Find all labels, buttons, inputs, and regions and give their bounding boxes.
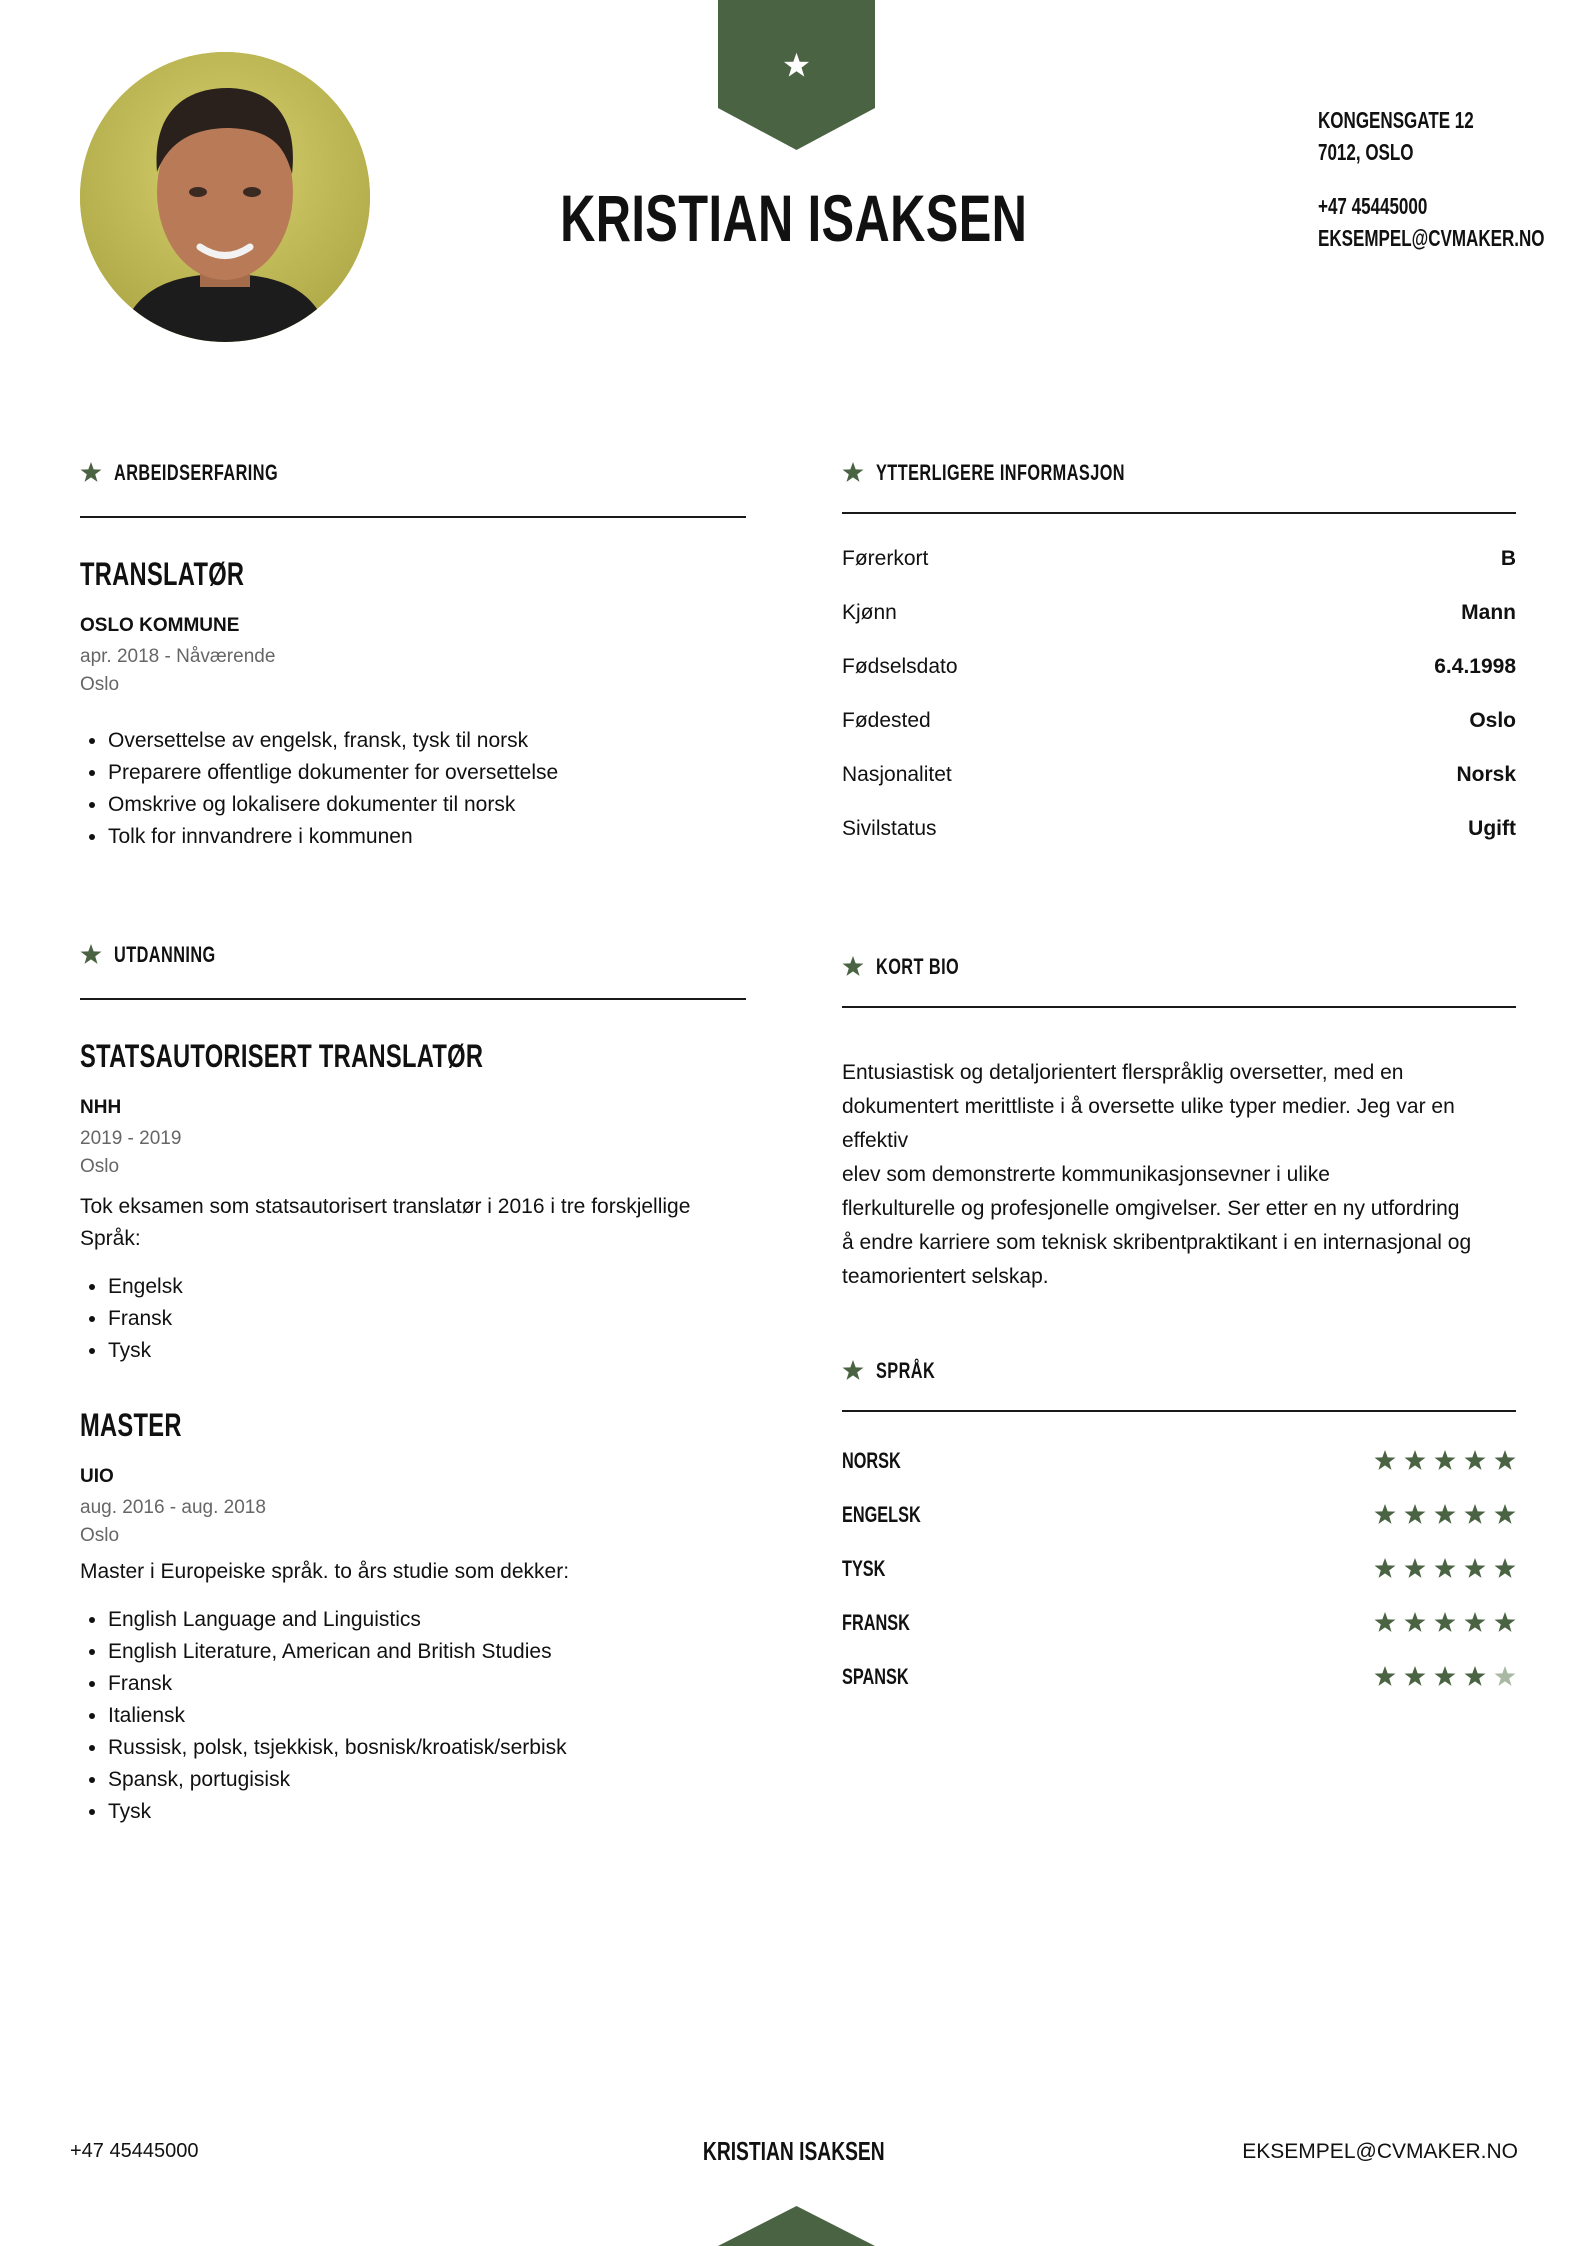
info-row — [842, 802, 1516, 856]
description-line: Tok eksamen som statsautorisert translatør i 2016 i tre forskjellige — [80, 1195, 691, 1218]
star-filled-icon — [1374, 1612, 1396, 1634]
list-item: • Fransk — [108, 1668, 746, 1700]
divider — [80, 516, 746, 518]
star-filled-icon — [1404, 1666, 1426, 1688]
divider — [80, 998, 746, 1000]
bio-line: teamorientert selskap. — [842, 1265, 1049, 1288]
education-title-text: STATSAUTORISERT TRANSLATØR — [80, 1038, 484, 1074]
description — [80, 1191, 746, 1255]
footer-name-text: KRISTIAN ISAKSEN — [703, 2136, 885, 2166]
star-empty-icon — [1494, 1666, 1516, 1688]
list-item: • Engelsk — [108, 1271, 746, 1303]
language-row — [842, 1650, 1516, 1704]
info-label: Førerkort — [842, 547, 929, 570]
star-icon — [80, 462, 102, 484]
star-filled-icon — [1434, 1504, 1456, 1526]
star-filled-icon — [1494, 1558, 1516, 1580]
languages-list — [80, 1271, 746, 1367]
rating-stars — [1374, 1558, 1516, 1580]
employer: OSLO KOMMUNE — [80, 615, 240, 636]
section-title: ARBEIDSERFARING — [114, 460, 279, 485]
description: Master i Europeiske språk. to års studie som dekker: — [80, 1560, 570, 1583]
language-name: ENGELSK — [842, 1502, 921, 1527]
language-name: SPANSK — [842, 1664, 909, 1689]
footer — [0, 2134, 1588, 2174]
bio-line: dokumentert merittliste i å oversette ulike typer medier. Jeg var en — [842, 1095, 1455, 1118]
section-title: UTDANNING — [114, 942, 216, 967]
info-row — [842, 748, 1516, 802]
section-heading — [80, 932, 746, 978]
star-filled-icon — [1494, 1450, 1516, 1472]
star-filled-icon — [1374, 1450, 1396, 1472]
divider — [842, 512, 1516, 514]
bio-line: å endre karriere som teknisk skribentpraktikant i en internasjonal og — [842, 1231, 1472, 1254]
location: Oslo — [80, 674, 120, 695]
bio-line: effektiv — [842, 1129, 909, 1152]
star-filled-icon — [1434, 1666, 1456, 1688]
info-value: Mann — [1461, 601, 1516, 624]
info-label: Nasjonalitet — [842, 763, 952, 786]
job-title-text: TRANSLATØR — [80, 556, 245, 592]
rating-stars — [1374, 1504, 1516, 1526]
info-section — [842, 450, 1516, 856]
list-item: • Omskrive og lokalisere dokumenter til norsk — [108, 789, 746, 821]
list-item: • Tysk — [108, 1796, 746, 1828]
star-filled-icon — [1464, 1450, 1486, 1472]
language-row — [842, 1596, 1516, 1650]
list-item: • Preparere offentlige dokumenter for oversettelse — [108, 757, 746, 789]
list-item: • Tolk for innvandrere i kommunen — [108, 821, 746, 853]
section-title: YTTERLIGERE INFORMASJON — [876, 460, 1125, 485]
job-title — [80, 556, 746, 593]
education-title — [80, 1038, 746, 1075]
location: Oslo — [80, 1525, 120, 1546]
section-heading — [842, 944, 1516, 990]
education-title — [80, 1407, 746, 1444]
header-ribbon — [718, 0, 875, 150]
period: apr. 2018 - Nåværende — [80, 646, 276, 667]
section-heading — [842, 450, 1516, 496]
list-item: • Tysk — [108, 1335, 746, 1367]
section-heading — [842, 1348, 1516, 1394]
star-filled-icon — [1434, 1612, 1456, 1634]
bio-section — [842, 944, 1516, 1294]
star-filled-icon — [1464, 1666, 1486, 1688]
language-row — [842, 1542, 1516, 1596]
language-name: NORSK — [842, 1448, 901, 1473]
rating-stars — [1374, 1612, 1516, 1634]
star-filled-icon — [1404, 1612, 1426, 1634]
education-section — [80, 932, 746, 1828]
star-filled-icon — [1434, 1450, 1456, 1472]
address-line-1: KONGENSGATE 12 — [1318, 107, 1474, 133]
list-item: • Fransk — [108, 1303, 746, 1335]
education-title-text: MASTER — [80, 1407, 182, 1443]
languages-list — [842, 1434, 1516, 1704]
list-item: • Russisk, polsk, tsjekkisk, bosnisk/kroatisk/serbisk — [108, 1732, 746, 1764]
star-filled-icon — [1404, 1504, 1426, 1526]
star-filled-icon — [1464, 1612, 1486, 1634]
divider — [842, 1410, 1516, 1412]
star-filled-icon — [1464, 1558, 1486, 1580]
rating-stars — [1374, 1450, 1516, 1472]
info-value: Norsk — [1456, 763, 1516, 786]
language-row — [842, 1434, 1516, 1488]
list-item: • Spansk, portugisisk — [108, 1764, 746, 1796]
address-line-2: 7012, OSLO — [1318, 139, 1414, 165]
duties-list — [80, 725, 746, 853]
info-value: B — [1500, 547, 1516, 570]
work-section — [80, 450, 746, 853]
star-filled-icon — [1434, 1558, 1456, 1580]
footer-phone: +47 45445000 — [70, 2140, 199, 2162]
bio-text — [842, 1056, 1516, 1294]
phone: +47 45445000 — [1318, 193, 1428, 219]
star-filled-icon — [1494, 1504, 1516, 1526]
contact-block — [1318, 104, 1588, 254]
info-value: Ugift — [1468, 817, 1516, 840]
rating-stars — [1374, 1666, 1516, 1688]
star-icon — [842, 462, 864, 484]
star-filled-icon — [1404, 1450, 1426, 1472]
info-row — [842, 586, 1516, 640]
info-table — [842, 532, 1516, 856]
candidate-name: KRISTIAN ISAKSEN — [560, 181, 1028, 255]
language-name: TYSK — [842, 1556, 886, 1581]
period: aug. 2016 - aug. 2018 — [80, 1497, 266, 1518]
footer-ribbon — [718, 2206, 875, 2246]
section-heading — [80, 450, 746, 496]
list-item: • English Literature, American and British Studies — [108, 1636, 746, 1668]
location: Oslo — [80, 1156, 120, 1177]
list-item: • Oversettelse av engelsk, fransk, tysk til norsk — [108, 725, 746, 757]
section-title: KORT BIO — [876, 954, 960, 979]
info-value: 6.4.1998 — [1434, 655, 1516, 678]
section-title: SPRÅK — [876, 1358, 936, 1383]
info-label: Kjønn — [842, 601, 897, 624]
info-label: Fødselsdato — [842, 655, 958, 678]
star-filled-icon — [1374, 1666, 1396, 1688]
languages-section — [842, 1348, 1516, 1704]
star-filled-icon — [1494, 1612, 1516, 1634]
list-item: • Italiensk — [108, 1700, 746, 1732]
courses-list — [80, 1604, 746, 1828]
star-filled-icon — [1374, 1504, 1396, 1526]
list-item: • English Language and Linguistics — [108, 1604, 746, 1636]
period: 2019 - 2019 — [80, 1128, 182, 1149]
info-label: Sivilstatus — [842, 817, 937, 840]
star-filled-icon — [1464, 1504, 1486, 1526]
school: NHH — [80, 1097, 122, 1118]
bio-line: Entusiastisk og detaljorientert flerspråklig oversetter, med en — [842, 1061, 1404, 1084]
bio-line: elev som demonstrerte kommunikasjonsevner i ulike — [842, 1163, 1330, 1186]
info-row — [842, 640, 1516, 694]
star-icon — [842, 1360, 864, 1382]
star-filled-icon — [1374, 1558, 1396, 1580]
divider — [842, 1006, 1516, 1008]
star-filled-icon — [1404, 1558, 1426, 1580]
info-row — [842, 532, 1516, 586]
star-icon — [842, 956, 864, 978]
bio-line: flerkulturelle og profesjonelle omgivelser. Ser etter en ny utfordring — [842, 1197, 1460, 1220]
info-row — [842, 694, 1516, 748]
description-line: Språk: — [80, 1227, 141, 1250]
school: UIO — [80, 1466, 114, 1487]
star-icon — [80, 944, 102, 966]
footer-email: EKSEMPEL@CVMAKER.NO — [1242, 2140, 1518, 2163]
info-value: Oslo — [1469, 709, 1516, 732]
info-label: Fødested — [842, 709, 931, 732]
email: EKSEMPEL@CVMAKER.NO — [1318, 225, 1545, 251]
language-row — [842, 1488, 1516, 1542]
language-name: FRANSK — [842, 1610, 910, 1635]
